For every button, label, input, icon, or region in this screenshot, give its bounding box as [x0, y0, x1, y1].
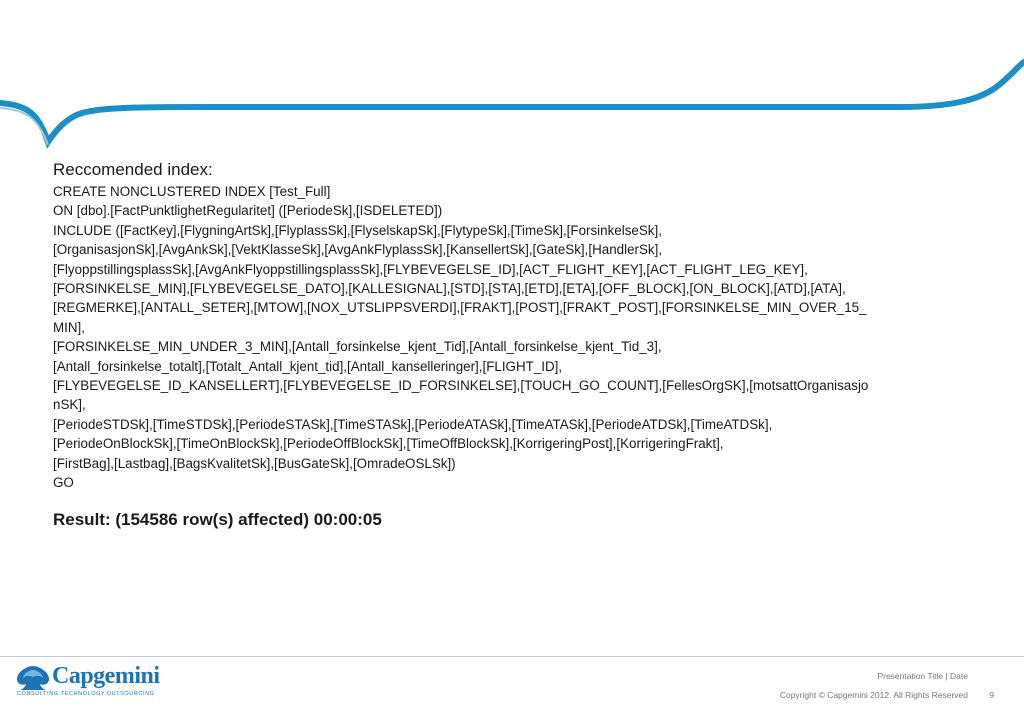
- code-line: GO: [53, 475, 74, 491]
- code-line: ON [dbo].[FactPunktlighetRegularitet] ([PeriodeSk],[ISDELETED]): [53, 203, 443, 219]
- logo-wordmark: Capgemini: [52, 663, 160, 689]
- code-line: [PeriodeSTDSk],[TimeSTDSk],[PeriodeSTASk],[TimeSTASk],[PeriodeATASk],[TimeATASk],[PeriodeATDSk],[TimeATDSk],: [53, 416, 773, 432]
- code-line: [PeriodeOnBlockSk],[TimeOnBlockSk],[PeriodeOffBlockSk],[TimeOffBlockSk],[KorrigeringPost],[KorrigeringFrakt],: [53, 436, 724, 452]
- code-line: [FLYBEVEGELSE_ID_KANSELLERT],[FLYBEVEGELSE_ID_FORSINKELSE],[TOUCH_GO_COUNT],[FellesOrgSK],[motsattOrganisasjo: [53, 378, 869, 394]
- footer-divider: [0, 656, 1024, 657]
- result-text: Result: (154586 row(s) affected) 00:00:05: [53, 509, 382, 529]
- header-wave-decoration: [0, 0, 1024, 160]
- code-line: CREATE NONCLUSTERED INDEX [Test_Full]: [53, 184, 331, 199]
- capgemini-logo: [15, 662, 165, 702]
- code-line: [FORSINKELSE_MIN],[FLYBEVEGELSE_DATO],[KALLESIGNAL],[STD],[STA],[ETD],[ETA],[OFF_BLOCK],[ON_BLOCK],[ATD],[ATA],: [53, 281, 846, 297]
- footer-presentation-title: Presentation Title | Date: [877, 671, 968, 681]
- code-line: [FlyoppstillingsplassSk],[AvgAnkFlyoppstillingsplassSk],[FLYBEVEGELSE_ID],[ACT_FLIGHT_KEY],[ACT_FLIGHT_LEG_KEY],: [53, 261, 808, 277]
- code-line: [FirstBag],[Lastbag],[BagsKvalitetSk],[BusGateSk],[OmradeOSLSk]): [53, 455, 456, 471]
- code-line: nSK],: [53, 397, 86, 413]
- code-line: [FORSINKELSE_MIN_UNDER_3_MIN],[Antall_forsinkelse_kjent_Tid],[Antall_forsinkelse_kjent_Tid_3],: [53, 339, 662, 355]
- main-content: [53, 159, 1015, 531]
- recommended-index-heading: Reccomended index:: [53, 160, 213, 179]
- page-number: 9: [989, 690, 994, 700]
- code-line: [Antall_forsinkelse_totalt],[Totalt_Antall_kjent_tid],[Antall_kanselleringer],[FLIGHT_ID],: [53, 358, 563, 374]
- code-line: [REGMERKE],[ANTALL_SETER],[MTOW],[NOX_UTSLIPPSVERDI],[FRAKT],[POST],[FRAKT_POST],[FORSINKELSE_MIN_OVER_15_: [53, 300, 867, 316]
- code-line: INCLUDE ([FactKey],[FlygningArtSk],[FlyplassSk],[FlyselskapSk],[FlytypeSk],[TimeSk],[ForsinkelseSk],: [53, 222, 662, 238]
- sql-code-block: [53, 182, 1015, 493]
- capgemini-spade-logo-icon: [15, 664, 51, 692]
- code-line: MIN],: [53, 319, 85, 335]
- code-line: [OrganisasjonSk],[AvgAnkSk],[VektKlasseSk],[AvgAnkFlyplassSk],[KansellertSk],[GateSk],[HandlerSk],: [53, 242, 663, 258]
- logo-tagline: CONSULTING.TECHNOLOGY.OUTSOURCING: [17, 691, 155, 697]
- footer-copyright: Copyright © Capgemini 2012. All Rights Reserved: [779, 690, 968, 700]
